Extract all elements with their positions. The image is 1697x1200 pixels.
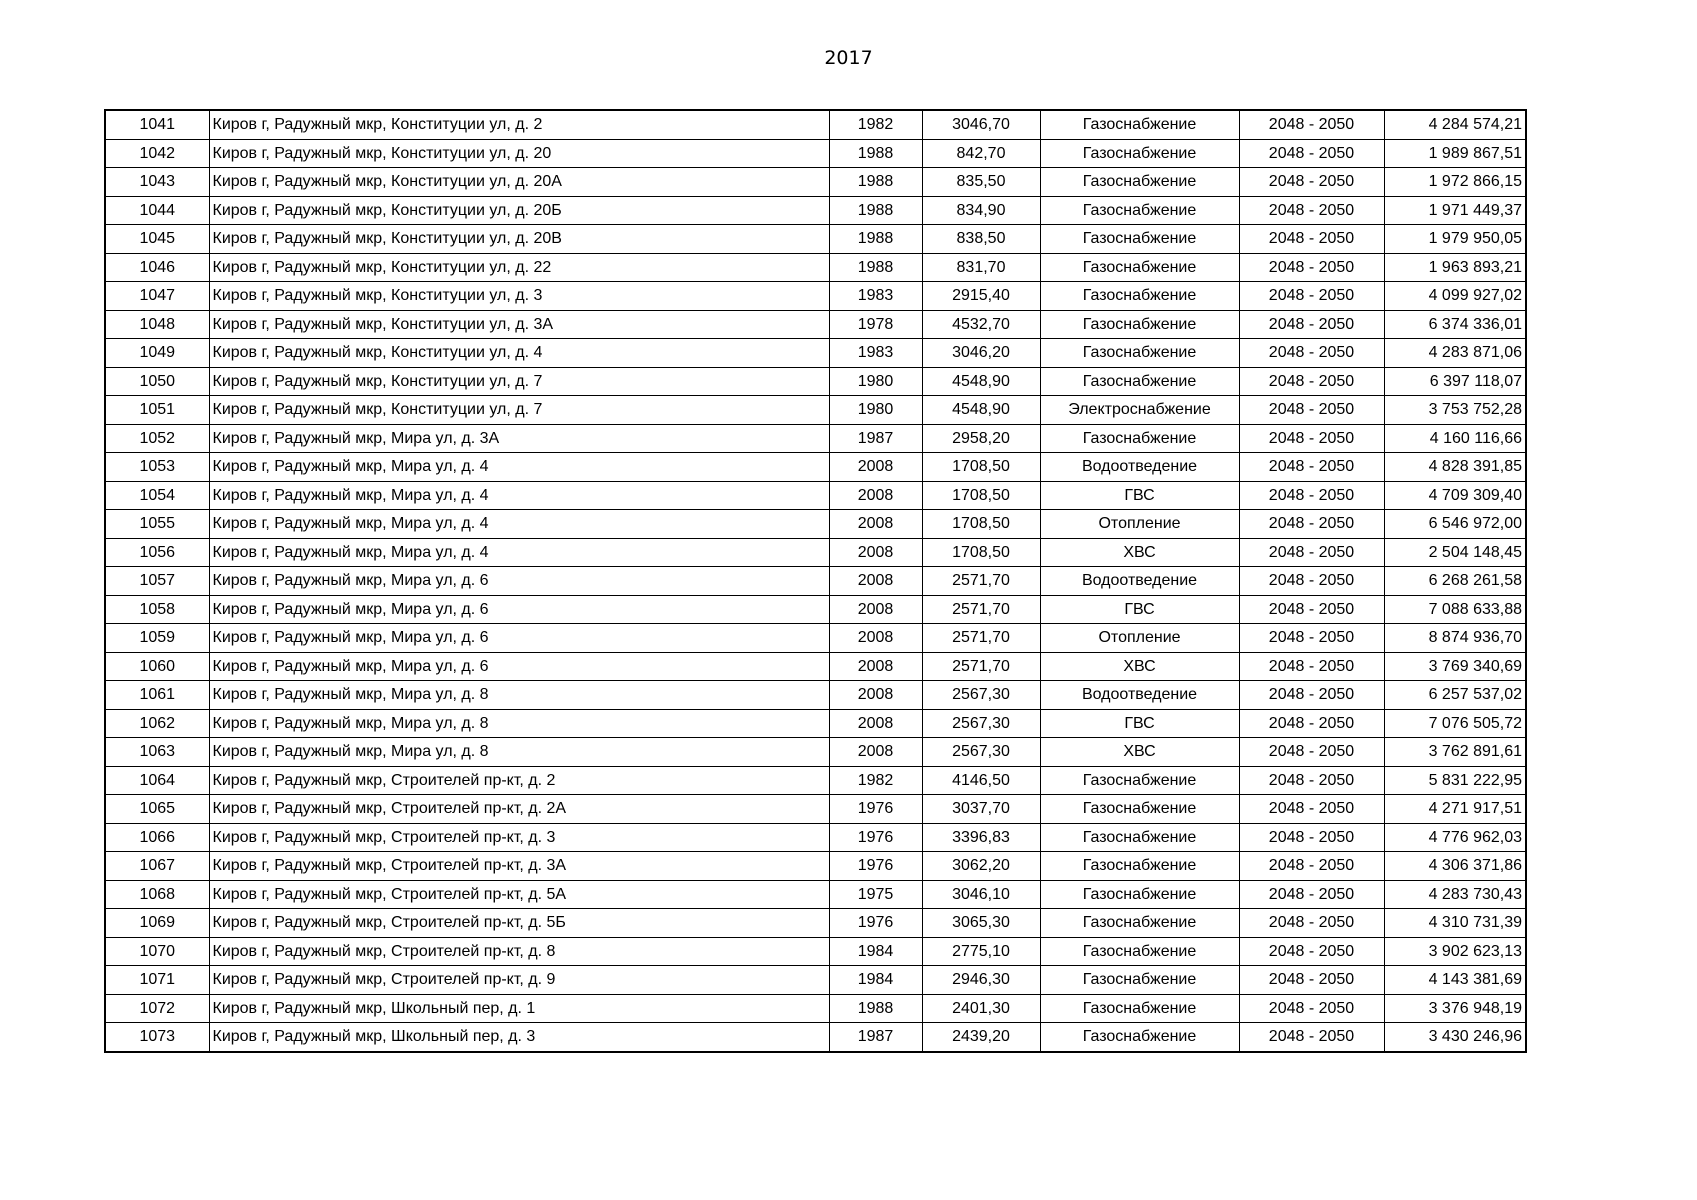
row-number-cell: 1051: [105, 396, 209, 425]
period-cell: 2048 - 2050: [1239, 966, 1384, 995]
row-number-cell: 1064: [105, 766, 209, 795]
period-cell: 2048 - 2050: [1239, 1023, 1384, 1052]
period-cell: 2048 - 2050: [1239, 110, 1384, 139]
address-cell: Киров г, Радужный мкр, Конституции ул, д. 2: [209, 110, 829, 139]
area-cell: 2571,70: [922, 567, 1040, 596]
area-cell: 4532,70: [922, 310, 1040, 339]
table-row: [105, 225, 1526, 254]
period-cell: 2048 - 2050: [1239, 652, 1384, 681]
work-type-cell: Газоснабжение: [1040, 282, 1239, 311]
table-row: [105, 196, 1526, 225]
build-year-cell: 2008: [829, 595, 922, 624]
address-cell: Киров г, Радужный мкр, Строителей пр-кт, д. 2: [209, 766, 829, 795]
period-cell: 2048 - 2050: [1239, 481, 1384, 510]
table-row: [105, 937, 1526, 966]
period-cell: 2048 - 2050: [1239, 766, 1384, 795]
cost-cell: 1 963 893,21: [1384, 253, 1526, 282]
table-row: [105, 624, 1526, 653]
row-number-cell: 1063: [105, 738, 209, 767]
table-row: [105, 909, 1526, 938]
work-type-cell: Газоснабжение: [1040, 937, 1239, 966]
period-cell: 2048 - 2050: [1239, 424, 1384, 453]
cost-cell: 4 828 391,85: [1384, 453, 1526, 482]
work-type-cell: Газоснабжение: [1040, 110, 1239, 139]
cost-cell: 4 709 309,40: [1384, 481, 1526, 510]
period-cell: 2048 - 2050: [1239, 823, 1384, 852]
row-number-cell: 1043: [105, 168, 209, 197]
address-cell: Киров г, Радужный мкр, Конституции ул, д. 20А: [209, 168, 829, 197]
table-row: [105, 538, 1526, 567]
work-type-cell: ГВС: [1040, 481, 1239, 510]
period-cell: 2048 - 2050: [1239, 538, 1384, 567]
table-row: [105, 766, 1526, 795]
build-year-cell: 2008: [829, 510, 922, 539]
period-cell: 2048 - 2050: [1239, 453, 1384, 482]
work-type-cell: ХВС: [1040, 738, 1239, 767]
area-cell: 1708,50: [922, 481, 1040, 510]
area-cell: 838,50: [922, 225, 1040, 254]
build-year-cell: 1988: [829, 225, 922, 254]
build-year-cell: 1988: [829, 253, 922, 282]
work-type-cell: Газоснабжение: [1040, 225, 1239, 254]
row-number-cell: 1056: [105, 538, 209, 567]
address-cell: Киров г, Радужный мкр, Мира ул, д. 8: [209, 738, 829, 767]
table-row: [105, 339, 1526, 368]
period-cell: 2048 - 2050: [1239, 510, 1384, 539]
work-type-cell: Электроснабжение: [1040, 396, 1239, 425]
row-number-cell: 1050: [105, 367, 209, 396]
cost-cell: 4 160 116,66: [1384, 424, 1526, 453]
cost-cell: 6 546 972,00: [1384, 510, 1526, 539]
table-row: [105, 396, 1526, 425]
table-row: [105, 282, 1526, 311]
area-cell: 2567,30: [922, 738, 1040, 767]
work-type-cell: ХВС: [1040, 652, 1239, 681]
period-cell: 2048 - 2050: [1239, 880, 1384, 909]
address-cell: Киров г, Радужный мкр, Конституции ул, д. 4: [209, 339, 829, 368]
work-type-cell: ГВС: [1040, 595, 1239, 624]
table-row: [105, 367, 1526, 396]
table-row: [105, 994, 1526, 1023]
address-cell: Киров г, Радужный мкр, Мира ул, д. 8: [209, 681, 829, 710]
row-number-cell: 1048: [105, 310, 209, 339]
period-cell: 2048 - 2050: [1239, 168, 1384, 197]
period-cell: 2048 - 2050: [1239, 139, 1384, 168]
cost-cell: 1 989 867,51: [1384, 139, 1526, 168]
address-cell: Киров г, Радужный мкр, Строителей пр-кт, д. 9: [209, 966, 829, 995]
work-type-cell: Отопление: [1040, 510, 1239, 539]
build-year-cell: 2008: [829, 538, 922, 567]
cost-cell: 1 971 449,37: [1384, 196, 1526, 225]
work-type-cell: Газоснабжение: [1040, 823, 1239, 852]
area-cell: 2571,70: [922, 595, 1040, 624]
period-cell: 2048 - 2050: [1239, 738, 1384, 767]
row-number-cell: 1073: [105, 1023, 209, 1052]
row-number-cell: 1067: [105, 852, 209, 881]
address-cell: Киров г, Радужный мкр, Конституции ул, д. 3: [209, 282, 829, 311]
row-number-cell: 1041: [105, 110, 209, 139]
cost-cell: 4 283 730,43: [1384, 880, 1526, 909]
table-row: [105, 453, 1526, 482]
register-table: [104, 109, 1527, 1053]
cost-cell: 6 397 118,07: [1384, 367, 1526, 396]
address-cell: Киров г, Радужный мкр, Конституции ул, д. 7: [209, 396, 829, 425]
table-row: [105, 253, 1526, 282]
cost-cell: 2 504 148,45: [1384, 538, 1526, 567]
area-cell: 831,70: [922, 253, 1040, 282]
row-number-cell: 1052: [105, 424, 209, 453]
table-row: [105, 595, 1526, 624]
row-number-cell: 1047: [105, 282, 209, 311]
row-number-cell: 1072: [105, 994, 209, 1023]
address-cell: Киров г, Радужный мкр, Строителей пр-кт, д. 8: [209, 937, 829, 966]
area-cell: 2775,10: [922, 937, 1040, 966]
build-year-cell: 1978: [829, 310, 922, 339]
build-year-cell: 1976: [829, 795, 922, 824]
build-year-cell: 1987: [829, 424, 922, 453]
build-year-cell: 1983: [829, 282, 922, 311]
period-cell: 2048 - 2050: [1239, 253, 1384, 282]
area-cell: 3046,70: [922, 110, 1040, 139]
cost-cell: 5 831 222,95: [1384, 766, 1526, 795]
address-cell: Киров г, Радужный мкр, Конституции ул, д. 22: [209, 253, 829, 282]
row-number-cell: 1054: [105, 481, 209, 510]
work-type-cell: Газоснабжение: [1040, 795, 1239, 824]
period-cell: 2048 - 2050: [1239, 196, 1384, 225]
table-row: [105, 424, 1526, 453]
build-year-cell: 1983: [829, 339, 922, 368]
area-cell: 2571,70: [922, 652, 1040, 681]
address-cell: Киров г, Радужный мкр, Конституции ул, д. 20В: [209, 225, 829, 254]
table-row: [105, 310, 1526, 339]
cost-cell: 6 257 537,02: [1384, 681, 1526, 710]
area-cell: 1708,50: [922, 538, 1040, 567]
row-number-cell: 1068: [105, 880, 209, 909]
build-year-cell: 2008: [829, 481, 922, 510]
build-year-cell: 1982: [829, 110, 922, 139]
work-type-cell: Газоснабжение: [1040, 310, 1239, 339]
cost-cell: 4 283 871,06: [1384, 339, 1526, 368]
period-cell: 2048 - 2050: [1239, 310, 1384, 339]
area-cell: 3046,10: [922, 880, 1040, 909]
cost-cell: 3 902 623,13: [1384, 937, 1526, 966]
build-year-cell: 2008: [829, 681, 922, 710]
build-year-cell: 1984: [829, 966, 922, 995]
area-cell: 834,90: [922, 196, 1040, 225]
build-year-cell: 1975: [829, 880, 922, 909]
period-cell: 2048 - 2050: [1239, 681, 1384, 710]
period-cell: 2048 - 2050: [1239, 909, 1384, 938]
cost-cell: 3 769 340,69: [1384, 652, 1526, 681]
work-type-cell: Газоснабжение: [1040, 424, 1239, 453]
period-cell: 2048 - 2050: [1239, 367, 1384, 396]
build-year-cell: 2008: [829, 567, 922, 596]
cost-cell: 8 874 936,70: [1384, 624, 1526, 653]
work-type-cell: Водоотведение: [1040, 453, 1239, 482]
work-type-cell: Газоснабжение: [1040, 367, 1239, 396]
work-type-cell: Газоснабжение: [1040, 139, 1239, 168]
work-type-cell: Газоснабжение: [1040, 1023, 1239, 1052]
table-row: [105, 738, 1526, 767]
row-number-cell: 1057: [105, 567, 209, 596]
address-cell: Киров г, Радужный мкр, Мира ул, д. 4: [209, 453, 829, 482]
table-row: [105, 168, 1526, 197]
period-cell: 2048 - 2050: [1239, 595, 1384, 624]
cost-cell: 6 268 261,58: [1384, 567, 1526, 596]
period-cell: 2048 - 2050: [1239, 225, 1384, 254]
work-type-cell: Газоснабжение: [1040, 880, 1239, 909]
row-number-cell: 1042: [105, 139, 209, 168]
area-cell: 2571,70: [922, 624, 1040, 653]
address-cell: Киров г, Радужный мкр, Мира ул, д. 6: [209, 652, 829, 681]
work-type-cell: Газоснабжение: [1040, 196, 1239, 225]
build-year-cell: 1980: [829, 396, 922, 425]
area-cell: 3062,20: [922, 852, 1040, 881]
period-cell: 2048 - 2050: [1239, 795, 1384, 824]
period-cell: 2048 - 2050: [1239, 709, 1384, 738]
table-row: [105, 510, 1526, 539]
area-cell: 2567,30: [922, 681, 1040, 710]
area-cell: 1708,50: [922, 510, 1040, 539]
cost-cell: 4 284 574,21: [1384, 110, 1526, 139]
build-year-cell: 2008: [829, 738, 922, 767]
area-cell: 3396,83: [922, 823, 1040, 852]
cost-cell: 3 753 752,28: [1384, 396, 1526, 425]
row-number-cell: 1053: [105, 453, 209, 482]
cost-cell: 3 762 891,61: [1384, 738, 1526, 767]
table-row: [105, 1023, 1526, 1052]
cost-cell: 6 374 336,01: [1384, 310, 1526, 339]
build-year-cell: 1976: [829, 852, 922, 881]
table-row: [105, 852, 1526, 881]
row-number-cell: 1065: [105, 795, 209, 824]
build-year-cell: 1976: [829, 823, 922, 852]
cost-cell: 1 979 950,05: [1384, 225, 1526, 254]
period-cell: 2048 - 2050: [1239, 282, 1384, 311]
address-cell: Киров г, Радужный мкр, Строителей пр-кт, д. 3: [209, 823, 829, 852]
address-cell: Киров г, Радужный мкр, Школьный пер, д. 3: [209, 1023, 829, 1052]
address-cell: Киров г, Радужный мкр, Школьный пер, д. 1: [209, 994, 829, 1023]
address-cell: Киров г, Радужный мкр, Строителей пр-кт, д. 3А: [209, 852, 829, 881]
row-number-cell: 1055: [105, 510, 209, 539]
build-year-cell: 1976: [829, 909, 922, 938]
work-type-cell: Газоснабжение: [1040, 852, 1239, 881]
row-number-cell: 1060: [105, 652, 209, 681]
period-cell: 2048 - 2050: [1239, 396, 1384, 425]
table-row: [105, 880, 1526, 909]
build-year-cell: 1980: [829, 367, 922, 396]
cost-cell: 4 271 917,51: [1384, 795, 1526, 824]
area-cell: 2958,20: [922, 424, 1040, 453]
build-year-cell: 1988: [829, 139, 922, 168]
table-row: [105, 966, 1526, 995]
address-cell: Киров г, Радужный мкр, Мира ул, д. 8: [209, 709, 829, 738]
area-cell: 835,50: [922, 168, 1040, 197]
register-table-body: [105, 110, 1526, 1052]
row-number-cell: 1049: [105, 339, 209, 368]
area-cell: 4548,90: [922, 396, 1040, 425]
table-row: [105, 652, 1526, 681]
area-cell: 3046,20: [922, 339, 1040, 368]
build-year-cell: 1988: [829, 168, 922, 197]
row-number-cell: 1066: [105, 823, 209, 852]
address-cell: Киров г, Радужный мкр, Мира ул, д. 4: [209, 481, 829, 510]
address-cell: Киров г, Радужный мкр, Строителей пр-кт, д. 2А: [209, 795, 829, 824]
area-cell: 2946,30: [922, 966, 1040, 995]
area-cell: 842,70: [922, 139, 1040, 168]
cost-cell: 7 088 633,88: [1384, 595, 1526, 624]
address-cell: Киров г, Радужный мкр, Мира ул, д. 4: [209, 538, 829, 567]
area-cell: 2401,30: [922, 994, 1040, 1023]
row-number-cell: 1059: [105, 624, 209, 653]
cost-cell: 3 430 246,96: [1384, 1023, 1526, 1052]
work-type-cell: ГВС: [1040, 709, 1239, 738]
work-type-cell: Водоотведение: [1040, 567, 1239, 596]
row-number-cell: 1044: [105, 196, 209, 225]
work-type-cell: Газоснабжение: [1040, 766, 1239, 795]
table-row: [105, 110, 1526, 139]
cost-cell: 1 972 866,15: [1384, 168, 1526, 197]
area-cell: 3037,70: [922, 795, 1040, 824]
work-type-cell: Газоснабжение: [1040, 168, 1239, 197]
table-row: [105, 823, 1526, 852]
address-cell: Киров г, Радужный мкр, Конституции ул, д. 7: [209, 367, 829, 396]
area-cell: 3065,30: [922, 909, 1040, 938]
cost-cell: 3 376 948,19: [1384, 994, 1526, 1023]
work-type-cell: Газоснабжение: [1040, 253, 1239, 282]
build-year-cell: 1984: [829, 937, 922, 966]
work-type-cell: Газоснабжение: [1040, 339, 1239, 368]
cost-cell: 4 143 381,69: [1384, 966, 1526, 995]
build-year-cell: 2008: [829, 453, 922, 482]
area-cell: 4548,90: [922, 367, 1040, 396]
work-type-cell: Газоснабжение: [1040, 909, 1239, 938]
work-type-cell: Отопление: [1040, 624, 1239, 653]
period-cell: 2048 - 2050: [1239, 852, 1384, 881]
row-number-cell: 1058: [105, 595, 209, 624]
table-row: [105, 139, 1526, 168]
row-number-cell: 1046: [105, 253, 209, 282]
period-cell: 2048 - 2050: [1239, 567, 1384, 596]
area-cell: 4146,50: [922, 766, 1040, 795]
area-cell: 2439,20: [922, 1023, 1040, 1052]
period-cell: 2048 - 2050: [1239, 624, 1384, 653]
address-cell: Киров г, Радужный мкр, Строителей пр-кт, д. 5Б: [209, 909, 829, 938]
row-number-cell: 1045: [105, 225, 209, 254]
build-year-cell: 2008: [829, 652, 922, 681]
build-year-cell: 2008: [829, 624, 922, 653]
cost-cell: 4 099 927,02: [1384, 282, 1526, 311]
address-cell: Киров г, Радужный мкр, Мира ул, д. 6: [209, 567, 829, 596]
address-cell: Киров г, Радужный мкр, Мира ул, д. 4: [209, 510, 829, 539]
row-number-cell: 1069: [105, 909, 209, 938]
cost-cell: 4 310 731,39: [1384, 909, 1526, 938]
build-year-cell: 1988: [829, 196, 922, 225]
period-cell: 2048 - 2050: [1239, 937, 1384, 966]
work-type-cell: Водоотведение: [1040, 681, 1239, 710]
period-cell: 2048 - 2050: [1239, 339, 1384, 368]
cost-cell: 4 776 962,03: [1384, 823, 1526, 852]
address-cell: Киров г, Радужный мкр, Мира ул, д. 3А: [209, 424, 829, 453]
cost-cell: 4 306 371,86: [1384, 852, 1526, 881]
build-year-cell: 1987: [829, 1023, 922, 1052]
work-type-cell: Газоснабжение: [1040, 966, 1239, 995]
table-row: [105, 567, 1526, 596]
row-number-cell: 1071: [105, 966, 209, 995]
build-year-cell: 1988: [829, 994, 922, 1023]
area-cell: 2915,40: [922, 282, 1040, 311]
table-row: [105, 709, 1526, 738]
page-header: 2017: [824, 47, 873, 69]
table-row: [105, 681, 1526, 710]
period-cell: 2048 - 2050: [1239, 994, 1384, 1023]
address-cell: Киров г, Радужный мкр, Конституции ул, д. 20: [209, 139, 829, 168]
table-row: [105, 795, 1526, 824]
row-number-cell: 1062: [105, 709, 209, 738]
address-cell: Киров г, Радужный мкр, Конституции ул, д. 3А: [209, 310, 829, 339]
cost-cell: 7 076 505,72: [1384, 709, 1526, 738]
row-number-cell: 1061: [105, 681, 209, 710]
address-cell: Киров г, Радужный мкр, Конституции ул, д. 20Б: [209, 196, 829, 225]
build-year-cell: 2008: [829, 709, 922, 738]
work-type-cell: ХВС: [1040, 538, 1239, 567]
table-row: [105, 481, 1526, 510]
address-cell: Киров г, Радужный мкр, Строителей пр-кт, д. 5А: [209, 880, 829, 909]
area-cell: 2567,30: [922, 709, 1040, 738]
address-cell: Киров г, Радужный мкр, Мира ул, д. 6: [209, 595, 829, 624]
work-type-cell: Газоснабжение: [1040, 994, 1239, 1023]
row-number-cell: 1070: [105, 937, 209, 966]
address-cell: Киров г, Радужный мкр, Мира ул, д. 6: [209, 624, 829, 653]
area-cell: 1708,50: [922, 453, 1040, 482]
build-year-cell: 1982: [829, 766, 922, 795]
